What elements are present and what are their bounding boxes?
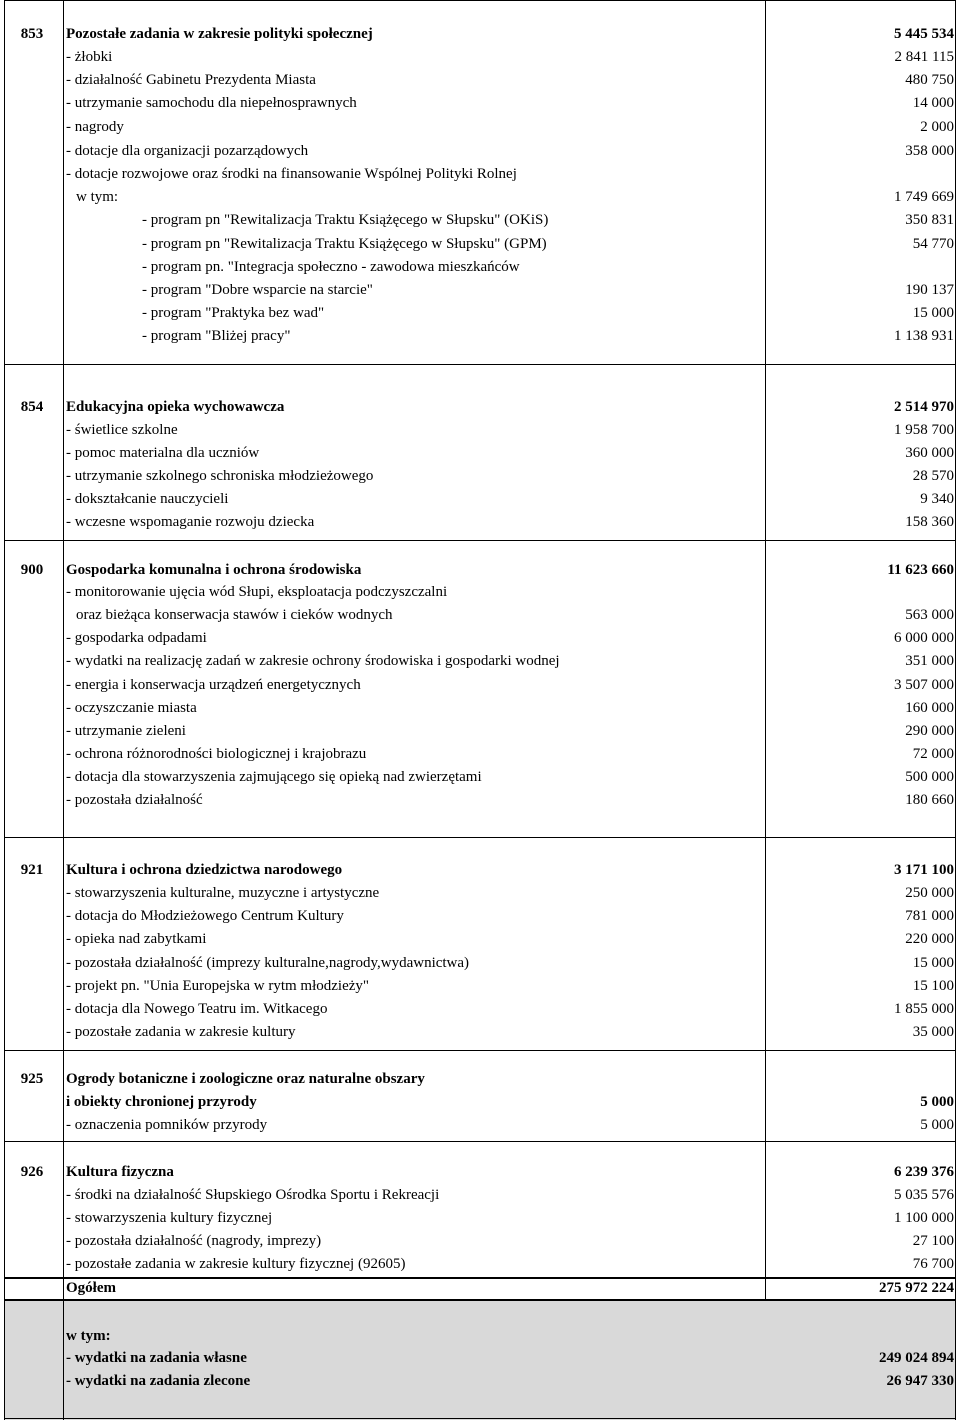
row-label: - dotacje dla organizacji pozarządowych	[66, 143, 309, 159]
row-value: 3 507 000	[894, 677, 954, 693]
row-value: 351 000	[905, 653, 954, 669]
row-value: 5 000	[920, 1117, 954, 1133]
row-label: - ochrona różnorodności biologicznej i krajobrazu	[66, 746, 367, 762]
row-value: 5 035 576	[894, 1187, 954, 1203]
row-label: - program pn "Rewitalizacja Traktu Książęcego w Słupsku" (GPM)	[142, 236, 547, 252]
row-value: 14 000	[912, 95, 954, 111]
row-value: 250 000	[905, 885, 954, 901]
row-value: 15 000	[912, 305, 954, 321]
row-value: 6 000 000	[894, 630, 954, 646]
row-label: - gospodarka odpadami	[66, 630, 207, 646]
row-value: 27 100	[912, 1233, 954, 1249]
row-value: 15 100	[912, 978, 954, 994]
section-title: Kultura fizyczna	[66, 1164, 174, 1180]
row-label: - oznaczenia pomników przyrody	[66, 1117, 268, 1133]
row-label: - dokształcanie nauczycieli	[66, 491, 229, 507]
row-label: - świetlice szkolne	[66, 422, 178, 438]
row-label: - wczesne wspomaganie rozwoju dziecka	[66, 514, 315, 530]
row-label: - nagrody	[66, 119, 124, 135]
row-label: - stowarzyszenia kultury fizycznej	[66, 1210, 273, 1226]
own-tasks-label: - wydatki na zadania własne	[66, 1350, 247, 1366]
table-right-border	[955, 0, 956, 1420]
summary-wtym-label: w tym:	[66, 1328, 111, 1344]
row-value: 2 841 115	[894, 49, 954, 65]
row-value: 1 958 700	[894, 422, 954, 438]
section-divider	[4, 837, 956, 838]
row-label: - dotacja dla stowarzyszenia zajmującego się opieką nad zwierzętami	[66, 769, 482, 785]
row-value: 15 000	[912, 955, 954, 971]
row-value: 1 749 669	[894, 189, 954, 205]
value-column-divider	[765, 0, 766, 1300]
row-label: - monitorowanie ujęcia wód Słupi, eksploatacja podczyszczalni	[66, 584, 448, 600]
row-value: 480 750	[905, 72, 954, 88]
row-value: 158 360	[905, 514, 954, 530]
row-label: - wydatki na realizację zadań w zakresie ochrony środowiska i gospodarki wodnej	[66, 653, 560, 669]
row-label: - dotacja dla Nowego Teatru im. Witkacego	[66, 1001, 328, 1017]
section-code: 900	[20, 562, 44, 578]
row-label: - program "Praktyka bez wad"	[142, 305, 325, 321]
row-value: 500 000	[905, 769, 954, 785]
row-label: - program pn "Rewitalizacja Traktu Książęcego w Słupsku" (OKiS)	[142, 212, 549, 228]
total-bottom-rule	[4, 1299, 956, 1301]
section-divider	[4, 1141, 956, 1142]
table-bottom-border	[4, 1418, 956, 1419]
section-title: Ogrody botaniczne i zoologiczne oraz naturalne obszary	[66, 1071, 425, 1087]
row-value: 54 770	[912, 236, 954, 252]
section-title: Pozostałe zadania w zakresie polityki społecznej	[66, 26, 373, 42]
row-value: 563 000	[905, 607, 954, 623]
row-value: 358 000	[905, 143, 954, 159]
row-label: - działalność Gabinetu Prezydenta Miasta	[66, 72, 316, 88]
section-title-continued: i obiekty chronionej przyrody	[66, 1094, 257, 1110]
row-value: 1 855 000	[894, 1001, 954, 1017]
row-label: - dotacja do Młodzieżowego Centrum Kultury	[66, 908, 344, 924]
section-total: 5 445 534	[894, 26, 954, 42]
row-value: 220 000	[905, 931, 954, 947]
commissioned-tasks-label: - wydatki na zadania zlecone	[66, 1373, 251, 1389]
row-label: - oczyszczanie miasta	[66, 700, 197, 716]
row-value: 28 570	[912, 468, 954, 484]
row-label: - program pn. "Integracja społeczno - zawodowa mieszkańców	[142, 259, 520, 275]
row-label: - stowarzyszenia kulturalne, muzyczne i artystyczne	[66, 885, 380, 901]
section-code: 921	[20, 862, 44, 878]
row-label: - pozostałe zadania w zakresie kultury fizycznej (92605)	[66, 1256, 406, 1272]
row-value: 360 000	[905, 445, 954, 461]
section-code: 854	[20, 399, 44, 415]
row-label: - utrzymanie zieleni	[66, 723, 186, 739]
section-title: Gospodarka komunalna i ochrona środowiska	[66, 562, 362, 578]
row-value: 180 660	[905, 792, 954, 808]
row-value: 350 831	[905, 212, 954, 228]
code-column-divider	[63, 0, 64, 1420]
row-label: - żłobki	[66, 49, 113, 65]
row-label: - energia i konserwacja urządzeń energetycznych	[66, 677, 361, 693]
row-label: - program "Dobre wsparcie na starcie"	[142, 282, 373, 298]
section-total: 6 239 376	[894, 1164, 954, 1180]
row-value: 290 000	[905, 723, 954, 739]
section-divider	[4, 1050, 956, 1051]
row-label: - pomoc materialna dla uczniów	[66, 445, 260, 461]
table-left-border	[4, 0, 5, 1420]
row-value: 9 340	[920, 491, 954, 507]
row-value: 1 138 931	[894, 328, 954, 344]
row-label: - pozostała działalność (nagrody, imprezy)	[66, 1233, 322, 1249]
row-label: w tym:	[76, 189, 119, 205]
grand-total-label: Ogółem	[66, 1280, 116, 1296]
section-code: 853	[20, 26, 44, 42]
row-label: - środki na działalność Słupskiego Ośrodka Sportu i Rekreacji	[66, 1187, 440, 1203]
total-top-rule	[4, 1277, 956, 1279]
row-value: 72 000	[912, 746, 954, 762]
row-label: - dotacje rozwojowe oraz środki na finansowanie Wspólnej Polityki Rolnej	[66, 166, 517, 182]
section-total: 5 000	[920, 1094, 954, 1110]
row-label: oraz bieżąca konserwacja stawów i cieków wodnych	[76, 607, 393, 623]
own-tasks-value: 249 024 894	[879, 1350, 954, 1366]
grand-total-value: 275 972 224	[879, 1280, 954, 1296]
row-value: 190 137	[905, 282, 954, 298]
row-value: 160 000	[905, 700, 954, 716]
section-total: 11 623 660	[887, 562, 954, 578]
section-code: 926	[20, 1164, 44, 1180]
row-label: - utrzymanie szkolnego schroniska młodzieżowego	[66, 468, 374, 484]
row-value: 1 100 000	[894, 1210, 954, 1226]
row-label: - program "Bliżej pracy"	[142, 328, 291, 344]
row-label: - opieka nad zabytkami	[66, 931, 207, 947]
commissioned-tasks-value: 26 947 330	[886, 1373, 954, 1389]
section-total: 2 514 970	[894, 399, 954, 415]
row-label: - pozostała działalność	[66, 792, 203, 808]
row-label: - pozostała działalność (imprezy kulturalne,nagrody,wydawnictwa)	[66, 955, 470, 971]
row-value: 2 000	[920, 119, 954, 135]
section-divider	[4, 364, 956, 365]
section-divider	[4, 0, 956, 1]
section-title: Edukacyjna opieka wychowawcza	[66, 399, 285, 415]
section-code: 925	[20, 1071, 44, 1087]
row-value: 76 700	[912, 1256, 954, 1272]
row-value: 781 000	[905, 908, 954, 924]
section-divider	[4, 540, 956, 541]
row-label: - pozostałe zadania w zakresie kultury	[66, 1024, 296, 1040]
section-title: Kultura i ochrona dziedzictwa narodowego	[66, 862, 343, 878]
section-total: 3 171 100	[894, 862, 954, 878]
row-label: - utrzymanie samochodu dla niepełnosprawnych	[66, 95, 357, 111]
row-label: - projekt pn. "Unia Europejska w rytm młodzieży"	[66, 978, 370, 994]
row-value: 35 000	[912, 1024, 954, 1040]
